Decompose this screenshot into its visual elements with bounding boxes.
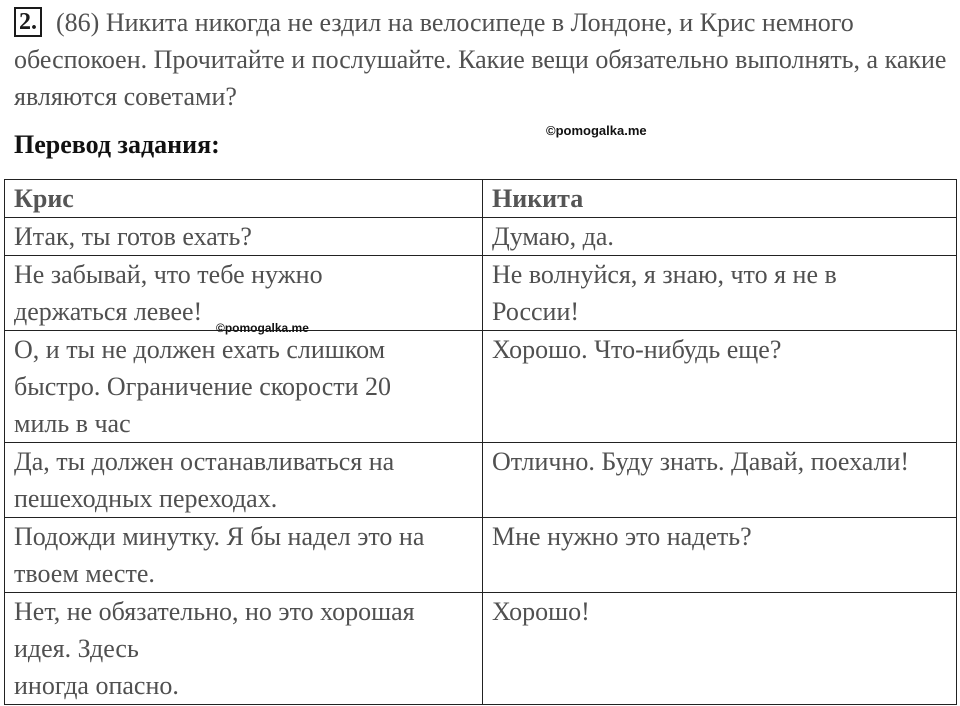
table-cell-nikita: Хорошо! xyxy=(483,593,957,705)
table-cell-chris: Итак, ты готов ехать? xyxy=(5,218,483,256)
table-header-row xyxy=(5,180,957,218)
table-cell-chris: Да, ты должен останавливаться на пешеходных переходах. xyxy=(5,443,483,518)
table-cell-nikita: Думаю, да. xyxy=(483,218,957,256)
table-cell-chris: О, и ты не должен ехать слишком быстро. Ограничение скорости 20 миль в час xyxy=(5,331,483,443)
table-row xyxy=(5,256,957,331)
column-header-chris: Крис xyxy=(5,180,483,218)
column-header-nikita: Никита xyxy=(483,180,957,218)
table-row xyxy=(5,443,957,518)
task-text: (86) Никита никогда не ездил на велосипеде в Лондоне, и Крис немного обеспокоен. Прочитайте и послушайте. Какие вещи обязательно выполнять, а какие являются советами? xyxy=(14,8,947,111)
table-cell-nikita: Отлично. Буду знать. Давай, поехали! xyxy=(483,443,957,518)
table-row xyxy=(5,518,957,593)
table-row xyxy=(5,593,957,705)
table-cell-chris: Не забывай, что тебе нужно держаться левее! xyxy=(5,256,483,331)
task-statement xyxy=(14,4,949,115)
table-cell-chris: Подожди минутку. Я бы надел это на твоем месте. xyxy=(5,518,483,593)
watermark: ©pomogalka.me xyxy=(216,321,309,335)
table-row xyxy=(5,331,957,443)
dialogue-table xyxy=(4,179,957,705)
section-heading: Перевод задания: xyxy=(14,130,220,159)
table-cell-nikita: Хорошо. Что-нибудь еще? xyxy=(483,331,957,443)
watermark: ©pomogalka.me xyxy=(546,123,647,138)
table-cell-nikita: Не волнуйся, я знаю, что я не в России! xyxy=(483,256,957,331)
table-cell-nikita: Мне нужно это надеть? xyxy=(483,518,957,593)
table-row xyxy=(5,218,957,256)
table-cell-chris: Нет, не обязательно, но это хорошая идея. Здесь иногда опасно. xyxy=(5,593,483,705)
task-number: 2. xyxy=(14,7,42,37)
